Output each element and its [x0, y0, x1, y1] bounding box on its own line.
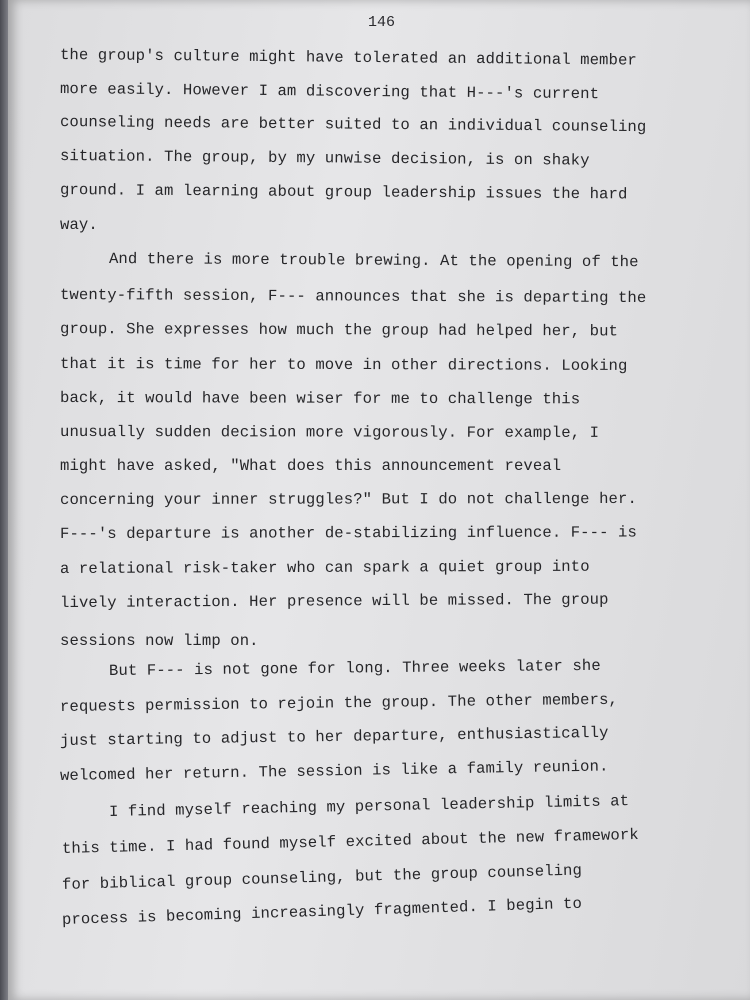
text-line: concerning your inner struggles?" But I do not challenge her.	[59, 489, 637, 509]
document-page	[8, 0, 750, 1000]
text-line: process is becoming increasingly fragmented. I begin to	[61, 894, 583, 929]
text-line: lively interaction. Her presence will be missed. The group	[59, 590, 609, 612]
text-line: requests permission to rejoin the group. The other members,	[59, 690, 619, 716]
text-line: And there is more trouble brewing. At the opening of the	[108, 250, 639, 272]
text-line: But F--- is not gone for long. Three weeks later she	[108, 656, 601, 680]
text-line: that it is time for her to move in other directions. Looking	[59, 355, 628, 375]
text-line: situation. The group, by my unwise decision, is on shaky	[59, 147, 590, 170]
text-line: just starting to adjust to her departure, enthusiastically	[59, 723, 609, 750]
text-line: counseling needs are better suited to an individual counseling	[59, 113, 647, 137]
text-line: way.	[60, 216, 98, 234]
text-line: group. She expresses how much the group had helped her, but	[59, 320, 619, 341]
text-line: sessions now limp on.	[60, 632, 259, 650]
text-line: back, it would have been wiser for me to challenge this	[59, 389, 581, 409]
text-line: this time. I had found myself excited about the new framework	[61, 825, 639, 858]
text-line: ground. I am learning about group leadership issues the hard	[59, 181, 628, 204]
text-line: more easily. However I am discovering that H---'s current	[59, 80, 600, 104]
text-line: the group's culture might have tolerated an additional member	[59, 46, 637, 70]
text-line: I find myself reaching my personal leadership limits at	[108, 792, 630, 821]
text-line: twenty-fifth session, F--- announces that she is departing the	[59, 286, 647, 308]
text-line: unusually sudden decision more vigorously. For example, I	[59, 423, 600, 442]
page-number: 146	[368, 14, 396, 31]
text-line: for biblical group counseling, but the group counseling	[61, 861, 583, 894]
text-line: welcomed her return. The session is like a family reunion.	[59, 757, 609, 785]
text-line: a relational risk-taker who can spark a quiet group into	[59, 557, 590, 578]
text-line: might have asked, "What does this announcement reveal	[60, 457, 562, 475]
text-line: F---'s departure is another de-stabilizing influence. F--- is	[59, 523, 637, 543]
